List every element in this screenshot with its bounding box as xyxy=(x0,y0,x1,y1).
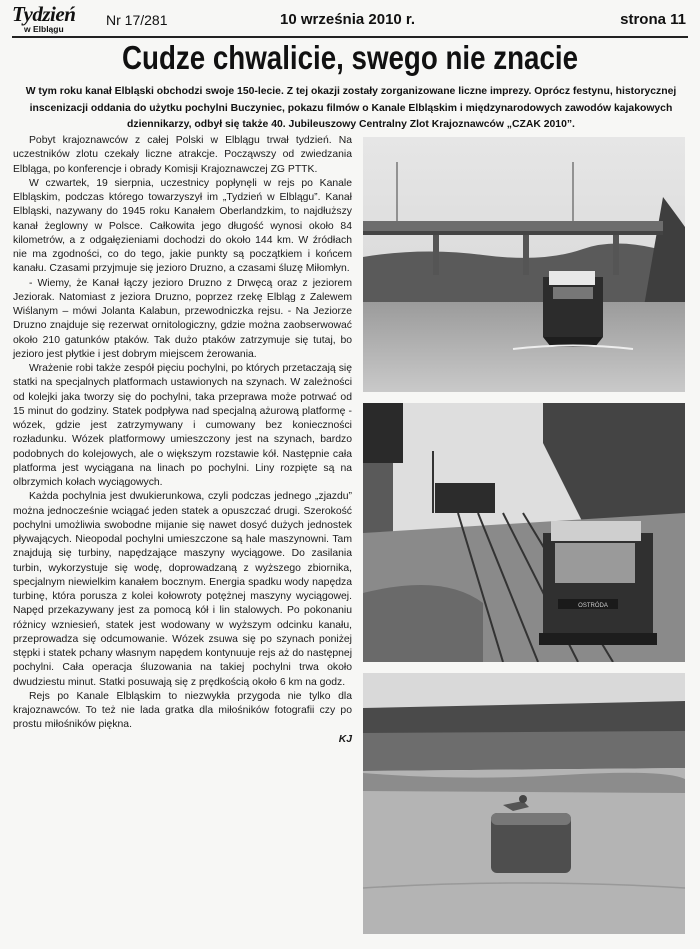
article-body xyxy=(13,134,352,934)
issue-date: 10 września 2010 r. xyxy=(280,11,416,28)
article-paragraph: Rejs po Kanale Elbląskim to niezwykła przygoda nie tylko dla krajoznawców. To też nie lada gratka dla miłośników fotografii czy po prostu miłośników piękna. xyxy=(13,690,352,731)
page-number: strona 11 xyxy=(620,11,686,28)
article-paragraph: W czwartek, 19 sierpnia, uczestnicy popłynęli w rejs po Kanale Elbląskim, podczas którego towarzyszył im „Tydzień w Elblągu”. Kanał Elbląski, nazywany do 1945 roku Kanałem Oberlandzkim, to najdłuższy kanał żeglowny w Polsce. Całkowita jego długość wynosi około 84 kilometrów, a z odgałęzieniami dochodzi do około 144 km. W źródłach nie ma zgodności, co do tego, jakie punkty są początkiem i końcem kanału. Czasami przyjmuje się jezioro Druzno, a czasami śluzę Miłomłyn. xyxy=(13,177,352,275)
article-lead: W tym roku kanał Elbląski obchodzi swoje 150-lecie. Z tej okazji zostały zorganizowane liczne imprezy. Oprócz festynu, historycznej inscenizacji oddania do użytku pochylni Buczyniec, pokazu filmów o Kanale Elbląskim i międzynarodowych zawodów kajakowych dziennikarzy, odbył się także 40. Jubileuszowy Centralny Zlot Krajoznawców „CZAK 2010”. xyxy=(25,86,677,130)
author-signature: KJ xyxy=(338,733,352,745)
article-paragraph: - Wiemy, że Kanał łączy jezioro Druzno z Drwęcą oraz z jeziorem Jeziorak. Natomiast z jeziora Druzno, poprzez rzekę Elbląg z Zalewem Wiślanym – mówi Jolanta Kalabun, przewodniczka rejsu. - Na Jeziorze Druzno znajduje się rezerwat ornitologiczny, gdzie można zaobserwować około 210 gatunków ptaków. Tak dużo ptaków zatrzymuje się tutaj, bo jezioro jest płytkie i jest dobrym miejscem żerowania. xyxy=(13,277,352,360)
article-headline: Cudze chwalicie, swego nie znacie xyxy=(122,39,578,76)
issue-number: Nr 17/281 xyxy=(106,12,168,28)
article-paragraph: Każda pochylnia jest dwukierunkowa, czyli podczas jednego „zjazdu” można jednocześnie wciągać jeden statek a opuszczać drugi. Szerokość pochylni umożliwia swobodne mijanie się nawet dosyć dużych jednostek pływających. Nieopodal pochylni umieszczone są hale maszynowni. Tam znajdują się turbiny, napędzające maszyny wyciągowe. Do zasilania turbin, wykorzystuje się wodę, doprowadzaną z wyższego zbiornika, specjalnym niewielkim kanałem bocznym. Energia spadku wody napędza turbinę, która porusza z kolei kołowroty potężnej maszyny wyciągowej. Napęd przekazywany jest za pomocą kół i lin stalowych. Po pokonaniu różnicy wzniesień, statek jest wodowany w wyższym odcinku kanału, przeprowadza się odcumowanie. Wózek zsuwa się po szynach poniżej stępki i statek pchany własnym napędem kontynuuje rejs aż do następnej pochylni. Cała operacja śluzowania na takiej pochylni trwa około dwudziestu minut. Statki posuwają się z prędkością około 6 km na godz. xyxy=(13,491,352,688)
photo-lake-buoy xyxy=(363,673,685,934)
article-paragraph: Wrażenie robi także zespół pięciu pochylni, po których przetaczają się statki na specjalnych platformach ustawionych na szynach. W zależności od kolejki jaka tworzy się do pochylni, taka przeprawa może potrwać od 15 minut do godziny. Statek podpływa nad specjalną ażurową platformę - wózek, gdzie jest zatrzymywany i cumowany bez konieczności rozładunku. Wózek platformowy umieszczony jest na szynach, bardzo podobnych do kolejowych, ale o większym rozstawie kół. Następnie cała platforma jest wyciągana na linach po pochylni. Liny rozpięte są na olbrzymich kołach wyciągowych. xyxy=(13,363,352,488)
newspaper-logo xyxy=(12,4,102,36)
logo-main-text: Tydzień xyxy=(12,2,76,26)
photo-boat-on-slipway xyxy=(363,403,685,662)
article-paragraph: Pobyt krajoznawców z całej Polski w Elblągu trwał tydzień. Na uczestników zlotu czekały liczne atrakcje. Począwszy od zwiedzania Elbląga, po konferencje i obrady Komisji Krajoznawczej ZG PTTK. xyxy=(13,135,352,175)
masthead xyxy=(12,2,688,38)
photo-boat-under-bridge xyxy=(363,137,685,392)
boat-name-label: OSTRÓDA xyxy=(578,603,608,609)
logo-sub-text: w Elblągu xyxy=(24,24,64,34)
